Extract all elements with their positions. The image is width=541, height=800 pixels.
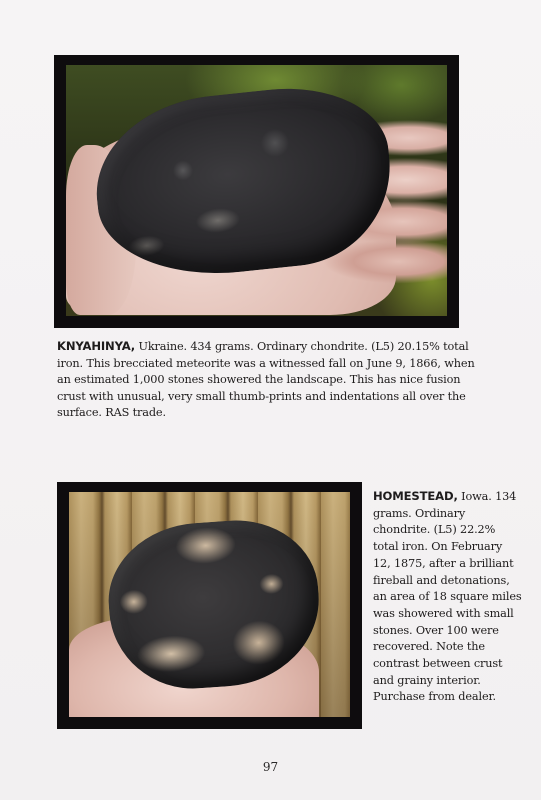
meteorite-name: KNYAHINYA,: [57, 339, 136, 353]
knyahinya-caption: [57, 338, 475, 422]
homestead-photo-frame: [57, 482, 362, 729]
homestead-caption: [373, 488, 523, 706]
caption-text: Iowa. 134 grams. Ordinary chondrite. (L5) 22.2% total iron. On February 12, 1875, after a brilliant fireball and detonations, an area of 18 square miles was showered with small stones. Over 100 were recovered. Note the contrast between crust and grainy interior. Purchase from dealer.: [373, 490, 522, 704]
knyahinya-meteorite-photo: [66, 65, 447, 316]
meteorite-name: HOMESTEAD,: [373, 489, 458, 503]
page-number: 97: [262, 760, 279, 774]
homestead-meteorite-photo: [69, 492, 350, 717]
knyahinya-photo-frame: [54, 55, 459, 328]
caption-text: Ukraine. 434 grams. Ordinary chondrite. (L5) 20.15% total iron. This brecciated meteorite was a witnessed fall on June 9, 1866, when an estimated 1,000 stones showered the landscape. This has nice fusion crust with unusual, very small thumb-prints and indentations all over the surface. RAS trade.: [57, 340, 475, 420]
